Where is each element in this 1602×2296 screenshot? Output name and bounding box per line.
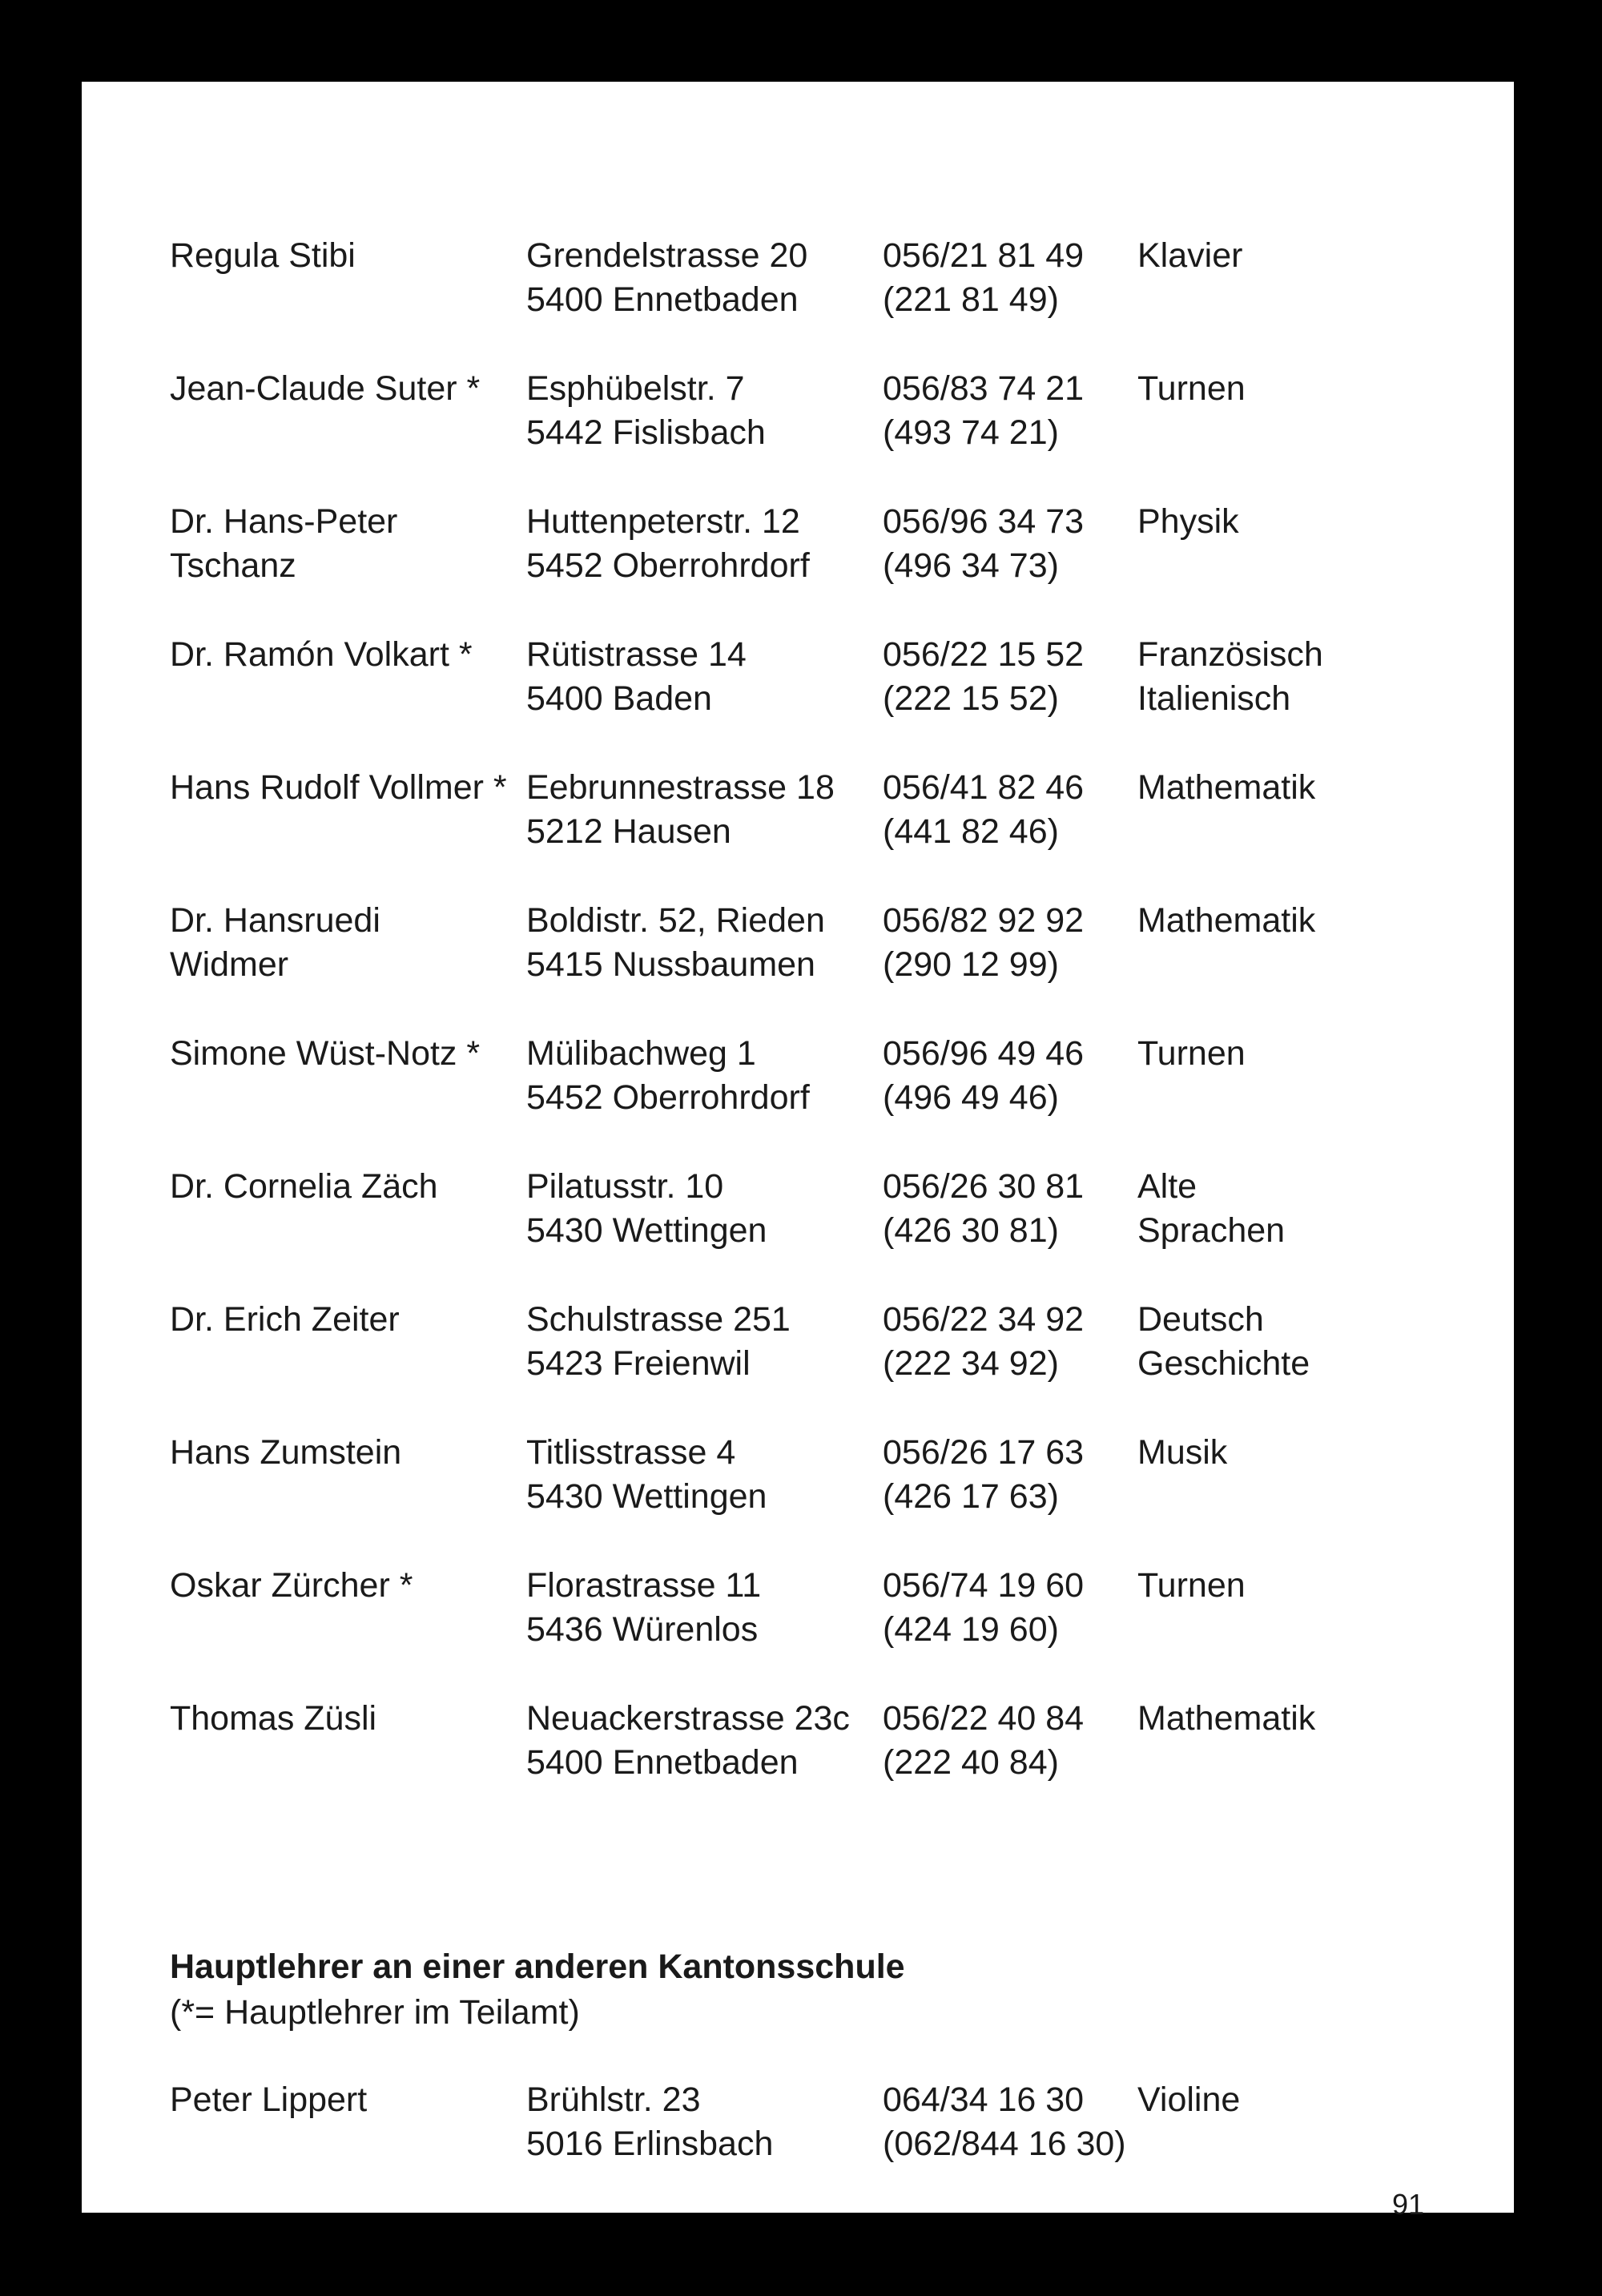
teacher-address-line: 5423 Freienwil bbox=[526, 1344, 751, 1383]
teacher-name-line: Regula Stibi bbox=[170, 236, 356, 275]
teacher-address bbox=[526, 500, 879, 588]
teacher-entry bbox=[170, 234, 1467, 367]
teacher-subjects bbox=[1137, 500, 1458, 544]
teacher-subjects-line: Sprachen bbox=[1137, 1211, 1286, 1250]
teacher-phone bbox=[883, 500, 1135, 588]
teacher-address-line: Boldistr. 52, Rieden bbox=[526, 901, 825, 940]
teacher-list bbox=[170, 234, 1467, 1830]
teacher-address-line: 5430 Wettingen bbox=[526, 1477, 767, 1516]
teacher-subjects-line: Violine bbox=[1137, 2080, 1241, 2119]
teacher-phone bbox=[883, 1431, 1135, 1519]
teacher-address-line: Mülibachweg 1 bbox=[526, 1034, 756, 1073]
teacher-subjects-line: Klavier bbox=[1137, 236, 1243, 275]
teacher-address-line: Rütistrasse 14 bbox=[526, 635, 747, 674]
teacher-address-line: Brühlstr. 23 bbox=[526, 2080, 701, 2119]
teacher-phone-line: (496 49 46) bbox=[883, 1078, 1059, 1117]
teacher-phone-line: 056/26 17 63 bbox=[883, 1433, 1085, 1472]
teacher-entry bbox=[170, 1165, 1467, 1298]
teacher-entry bbox=[170, 1697, 1467, 1830]
teacher-name bbox=[170, 367, 522, 411]
teacher-subjects bbox=[1137, 633, 1458, 721]
teacher-address-line: Florastrasse 11 bbox=[526, 1566, 762, 1605]
teacher-address-line: 5415 Nussbaumen bbox=[526, 945, 815, 984]
teacher-subjects-line: Turnen bbox=[1137, 369, 1246, 408]
teacher-entry bbox=[170, 2078, 1467, 2211]
teacher-phone-line: 056/83 74 21 bbox=[883, 369, 1085, 408]
teacher-name bbox=[170, 899, 522, 987]
teacher-phone bbox=[883, 1298, 1135, 1386]
teacher-subjects bbox=[1137, 234, 1458, 278]
teacher-name-line: Oskar Zürcher * bbox=[170, 1566, 413, 1605]
teacher-name-line: Dr. Erich Zeiter bbox=[170, 1300, 400, 1339]
teacher-phone-line: 056/82 92 92 bbox=[883, 901, 1085, 940]
teacher-subjects-line: Turnen bbox=[1137, 1566, 1246, 1605]
teacher-address-line: Huttenpeterstr. 12 bbox=[526, 502, 800, 541]
teacher-phone bbox=[883, 1165, 1135, 1253]
teacher-phone-line: 064/34 16 30 bbox=[883, 2080, 1085, 2119]
teacher-phone-line: 056/26 30 81 bbox=[883, 1167, 1085, 1206]
teacher-address-line: Neuackerstrasse 23c bbox=[526, 1699, 850, 1738]
teacher-subjects bbox=[1137, 2078, 1458, 2122]
teacher-name bbox=[170, 1564, 522, 1608]
teacher-entry bbox=[170, 766, 1467, 899]
teacher-address-line: Grendelstrasse 20 bbox=[526, 236, 808, 275]
teacher-name-line: Hans Zumstein bbox=[170, 1433, 402, 1472]
teacher-subjects bbox=[1137, 1298, 1458, 1386]
teacher-phone bbox=[883, 1564, 1135, 1652]
teacher-address bbox=[526, 633, 879, 721]
page-number: 91 bbox=[1391, 2188, 1424, 2221]
teacher-address-line: 5452 Oberrohrdorf bbox=[526, 546, 810, 585]
teacher-address-line: Esphübelstr. 7 bbox=[526, 369, 745, 408]
teacher-address-line: Schulstrasse 251 bbox=[526, 1300, 791, 1339]
teacher-subjects-line: Alte bbox=[1137, 1167, 1197, 1206]
teacher-phone-line: (290 12 99) bbox=[883, 945, 1059, 984]
teacher-phone bbox=[883, 899, 1135, 987]
teacher-entry bbox=[170, 1298, 1467, 1431]
teacher-subjects-line: Turnen bbox=[1137, 1034, 1246, 1073]
teacher-subjects-line: Physik bbox=[1137, 502, 1239, 541]
teacher-subjects bbox=[1137, 1564, 1458, 1608]
teacher-name bbox=[170, 234, 522, 278]
teacher-address-line: 5430 Wettingen bbox=[526, 1211, 767, 1250]
teacher-subjects bbox=[1137, 1165, 1458, 1253]
teacher-address-line: 5400 Ennetbaden bbox=[526, 1743, 799, 1782]
teacher-entry bbox=[170, 633, 1467, 766]
teacher-subjects bbox=[1137, 766, 1458, 810]
teacher-name-line: Peter Lippert bbox=[170, 2080, 368, 2119]
teacher-phone-line: 056/74 19 60 bbox=[883, 1566, 1085, 1605]
teacher-entry bbox=[170, 1564, 1467, 1697]
teacher-phone bbox=[883, 367, 1135, 455]
teacher-address-line: Eebrunnestrasse 18 bbox=[526, 768, 835, 807]
teacher-address bbox=[526, 1165, 879, 1253]
teacher-subjects-line: Italienisch bbox=[1137, 679, 1291, 718]
teacher-address-line: 5452 Oberrohrdorf bbox=[526, 1078, 810, 1117]
teacher-phone bbox=[883, 766, 1135, 854]
teacher-name-line: Hans Rudolf Vollmer * bbox=[170, 768, 507, 807]
teacher-address-line: Titlisstrasse 4 bbox=[526, 1433, 736, 1472]
teacher-phone-line: (493 74 21) bbox=[883, 413, 1059, 452]
teacher-phone bbox=[883, 633, 1135, 721]
teacher-name bbox=[170, 1032, 522, 1076]
teacher-address bbox=[526, 1431, 879, 1519]
teacher-phone-line: (496 34 73) bbox=[883, 546, 1059, 585]
teacher-phone-line: 056/22 34 92 bbox=[883, 1300, 1085, 1339]
teacher-subjects bbox=[1137, 367, 1458, 411]
teacher-entry bbox=[170, 899, 1467, 1032]
teacher-subjects-line: Französisch bbox=[1137, 635, 1323, 674]
teacher-phone-line: (222 34 92) bbox=[883, 1344, 1059, 1383]
teacher-phone-line: 056/96 34 73 bbox=[883, 502, 1085, 541]
teacher-phone-line: 056/22 15 52 bbox=[883, 635, 1085, 674]
teacher-name-line: Tschanz bbox=[170, 546, 296, 585]
teacher-address-line: Pilatusstr. 10 bbox=[526, 1167, 724, 1206]
teacher-name-line: Dr. Ramón Volkart * bbox=[170, 635, 473, 674]
teacher-phone-line: (426 30 81) bbox=[883, 1211, 1059, 1250]
teacher-name bbox=[170, 1431, 522, 1475]
teacher-phone bbox=[883, 2078, 1135, 2166]
teacher-address-line: 5400 Baden bbox=[526, 679, 712, 718]
teacher-entry bbox=[170, 367, 1467, 500]
teacher-subjects-line: Deutsch bbox=[1137, 1300, 1264, 1339]
teacher-phone-line: (222 15 52) bbox=[883, 679, 1059, 718]
teacher-name-line: Jean-Claude Suter * bbox=[170, 369, 481, 408]
teacher-address-line: 5016 Erlinsbach bbox=[526, 2125, 774, 2163]
teacher-address-line: 5442 Fislisbach bbox=[526, 413, 766, 452]
teacher-name bbox=[170, 1165, 522, 1209]
teacher-entry bbox=[170, 1431, 1467, 1564]
teacher-address bbox=[526, 766, 879, 854]
teacher-address bbox=[526, 234, 879, 322]
teacher-address-line: 5436 Würenlos bbox=[526, 1610, 759, 1649]
teacher-phone bbox=[883, 1697, 1135, 1785]
teacher-subjects bbox=[1137, 1697, 1458, 1741]
teacher-address bbox=[526, 2078, 879, 2166]
teacher-phone-line: (424 19 60) bbox=[883, 1610, 1059, 1649]
document-page bbox=[82, 82, 1514, 2221]
teacher-phone bbox=[883, 234, 1135, 322]
teacher-address bbox=[526, 1032, 879, 1120]
teacher-phone-line: (426 17 63) bbox=[883, 1477, 1059, 1516]
teacher-subjects-line: Geschichte bbox=[1137, 1344, 1310, 1383]
section-subtitle: (*= Hauptlehrer im Teilamt) bbox=[170, 1993, 580, 2032]
teacher-address bbox=[526, 1697, 879, 1785]
teacher-phone-line: 056/41 82 46 bbox=[883, 768, 1085, 807]
teacher-address bbox=[526, 1564, 879, 1652]
teacher-phone-line: 056/21 81 49 bbox=[883, 236, 1085, 275]
teacher-name-line: Dr. Hansruedi bbox=[170, 901, 380, 940]
teacher-phone-line: 056/22 40 84 bbox=[883, 1699, 1085, 1738]
teacher-subjects-line: Mathematik bbox=[1137, 1699, 1316, 1738]
teacher-subjects bbox=[1137, 1032, 1458, 1076]
teacher-entry bbox=[170, 500, 1467, 633]
teacher-name bbox=[170, 500, 522, 588]
teacher-name-line: Thomas Züsli bbox=[170, 1699, 377, 1738]
teacher-address bbox=[526, 899, 879, 987]
teacher-name bbox=[170, 2078, 522, 2122]
teacher-name bbox=[170, 766, 522, 810]
teacher-subjects bbox=[1137, 1431, 1458, 1475]
teacher-subjects-line: Musik bbox=[1137, 1433, 1228, 1472]
teacher-name bbox=[170, 633, 522, 677]
teacher-name-line: Dr. Cornelia Zäch bbox=[170, 1167, 438, 1206]
teacher-phone-line: 056/96 49 46 bbox=[883, 1034, 1085, 1073]
teacher-address bbox=[526, 1298, 879, 1386]
teacher-name-line: Widmer bbox=[170, 945, 289, 984]
teacher-phone-line: (221 81 49) bbox=[883, 280, 1059, 319]
teacher-subjects bbox=[1137, 899, 1458, 943]
teacher-name-line: Simone Wüst-Notz * bbox=[170, 1034, 481, 1073]
teacher-name bbox=[170, 1298, 522, 1342]
teacher-subjects-line: Mathematik bbox=[1137, 768, 1316, 807]
teacher-address bbox=[526, 367, 879, 455]
teacher-phone-line: (222 40 84) bbox=[883, 1743, 1059, 1782]
teacher-name-line: Dr. Hans-Peter bbox=[170, 502, 398, 541]
teacher-entry bbox=[170, 1032, 1467, 1165]
teacher-address-line: 5212 Hausen bbox=[526, 812, 731, 851]
teacher-address-line: 5400 Ennetbaden bbox=[526, 280, 799, 319]
teacher-subjects-line: Mathematik bbox=[1137, 901, 1316, 940]
teacher-phone-line: (062/844 16 30) bbox=[883, 2125, 1126, 2163]
other-teacher-list bbox=[170, 2078, 1467, 2174]
teacher-name bbox=[170, 1697, 522, 1741]
section-title: Hauptlehrer an einer anderen Kantonsschule bbox=[170, 1948, 905, 1986]
teacher-phone-line: (441 82 46) bbox=[883, 812, 1059, 851]
teacher-phone bbox=[883, 1032, 1135, 1120]
